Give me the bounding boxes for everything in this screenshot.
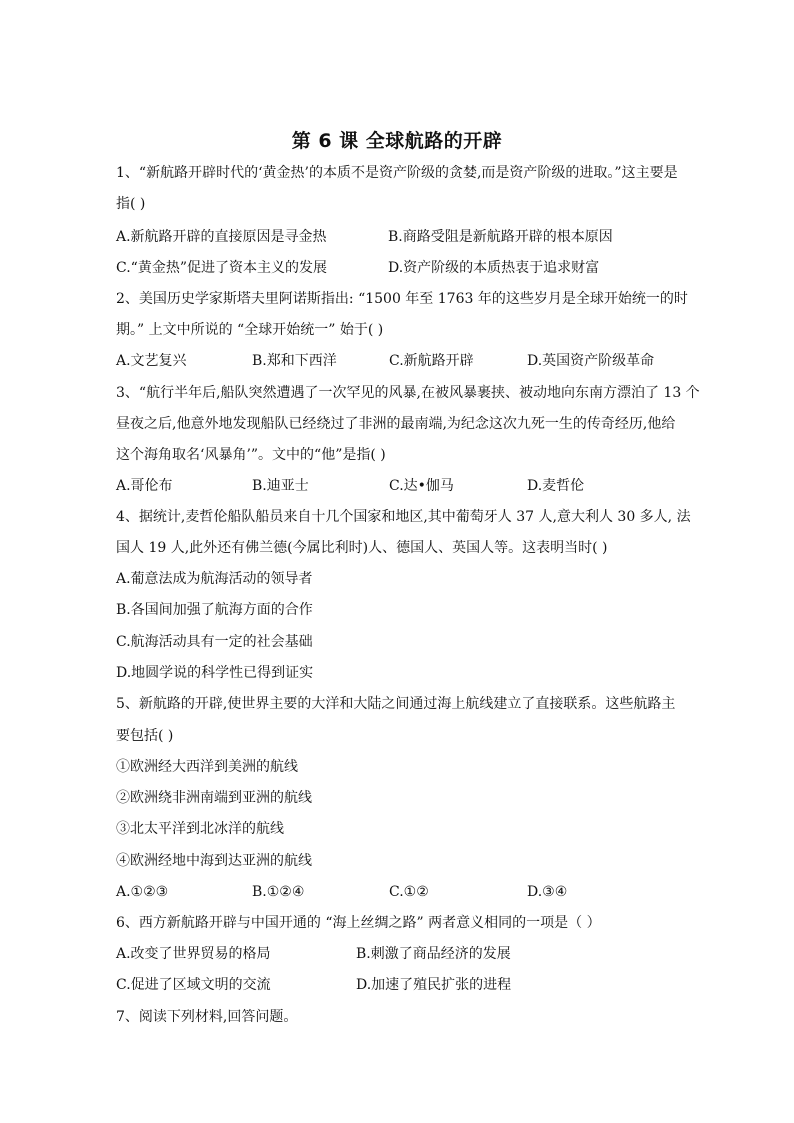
question-5-option-c: C.①② [389, 884, 429, 900]
question-1-option-c: C.“黄金热”促进了资本主义的发展 [116, 260, 327, 276]
question-5-stem-line-1: 5、新航路的开辟,使世界主要的大洋和大陆之间通过海上航线建立了直接联系。这些航路主 [116, 696, 676, 712]
question-6-stem-line-1: 6、西方新航路开辟与中国开通的 “海上丝绸之路” 两者意义相同的一项是（ ） [116, 915, 601, 931]
question-1-option-a: A.新航路开辟的直接原因是寻金热 [116, 229, 327, 245]
question-5-options-row [116, 882, 694, 902]
question-5-item-2: ②欧洲绕非洲南端到亚洲的航线 [116, 790, 312, 806]
question-1-stem-line-1: 1、“新航路开辟时代的‘黄金热’的本质不是资产阶级的贪婪,而是资产阶级的进取。”这主要是 [116, 165, 678, 181]
question-4-option-d: D.地圆学说的科学性已得到证实 [116, 665, 314, 681]
question-5-item-4: ④欧洲经地中海到达亚洲的航线 [116, 853, 312, 869]
question-5-option-a: A.①②③ [116, 884, 169, 900]
question-3-option-c: C.达•伽马 [389, 478, 454, 494]
question-2-option-d: D.英国资产阶级革命 [527, 353, 655, 369]
question-4-stem-line-1: 4、据统计,麦哲伦船队船员来自十几个国家和地区,其中葡萄牙人 37 人,意大利人 30 多人, 法 [116, 509, 691, 525]
question-2-stem-line-1: 2、美国历史学家斯塔夫里阿诺斯指出: “1500 年至 1763 年的这些岁月是全球开始统一的时 [116, 291, 688, 307]
question-3-option-d: D.麦哲伦 [527, 478, 585, 494]
question-2-options-row [116, 351, 694, 371]
question-6-option-b: B.刺激了商品经济的发展 [356, 946, 511, 962]
question-5-option-d: D.③④ [527, 884, 568, 900]
question-1-stem-line-2: 指( ) [116, 196, 146, 212]
page-title: 第 6 课 全球航路的开辟 [291, 130, 503, 152]
question-1-option-b: B.商路受阻是新航路开辟的根本原因 [388, 229, 613, 245]
question-2-option-b: B.郑和下西洋 [252, 353, 337, 369]
question-3-options-row [116, 476, 694, 496]
question-1-options-row-1 [116, 227, 694, 247]
question-7-stem-line-1: 7、阅读下列材料,回答问题。 [116, 1009, 298, 1025]
question-4-option-c: C.航海活动具有一定的社会基础 [116, 634, 313, 650]
question-3-option-a: A.哥伦布 [116, 478, 173, 494]
question-2-stem-line-2: 期。” 上文中所说的 “全球开始统一” 始于( ) [116, 322, 384, 338]
question-6-option-c: C.促进了区域文明的交流 [116, 977, 271, 993]
question-6-options-row-1 [116, 944, 694, 964]
question-5-option-b: B.①②④ [252, 884, 305, 900]
question-4-stem-line-2: 国人 19 人,此外还有佛兰德(今属比利时)人、德国人、英国人等。这表明当时( ) [116, 540, 608, 556]
question-6-option-d: D.加速了殖民扩张的进程 [356, 977, 512, 993]
question-3-option-b: B.迪亚士 [252, 478, 309, 494]
question-1-options-row-2 [116, 258, 694, 278]
question-2-option-a: A.文艺复兴 [116, 353, 187, 369]
question-6-options-row-2 [116, 975, 694, 995]
question-5-item-1: ①欧洲经大西洋到美洲的航线 [116, 759, 298, 775]
question-5-item-3: ③北太平洋到北冰洋的航线 [116, 821, 284, 837]
question-5-stem-line-2: 要包括( ) [116, 728, 174, 744]
question-4-option-a: A.葡意法成为航海活动的领导者 [116, 571, 313, 587]
question-3-stem-line-2: 昼夜之后,他意外地发现船队已经绕过了非洲的最南端,为纪念这次九死一生的传奇经历,他给 [116, 416, 676, 432]
question-3-stem-line-1: 3、“航行半年后,船队突然遭遇了一次罕见的风暴,在被风暴裹挟、被动地向东南方漂泊了 13 个 [116, 385, 700, 401]
question-6-option-a: A.改变了世界贸易的格局 [116, 946, 271, 962]
question-2-option-c: C.新航路开辟 [389, 353, 474, 369]
question-4-option-b: B.各国间加强了航海方面的合作 [116, 602, 313, 618]
question-1-option-d: D.资产阶级的本质热衷于追求财富 [388, 260, 600, 276]
question-3-stem-line-3: 这个海角取名‘风暴角’”。文中的“他”是指( ) [116, 447, 386, 463]
